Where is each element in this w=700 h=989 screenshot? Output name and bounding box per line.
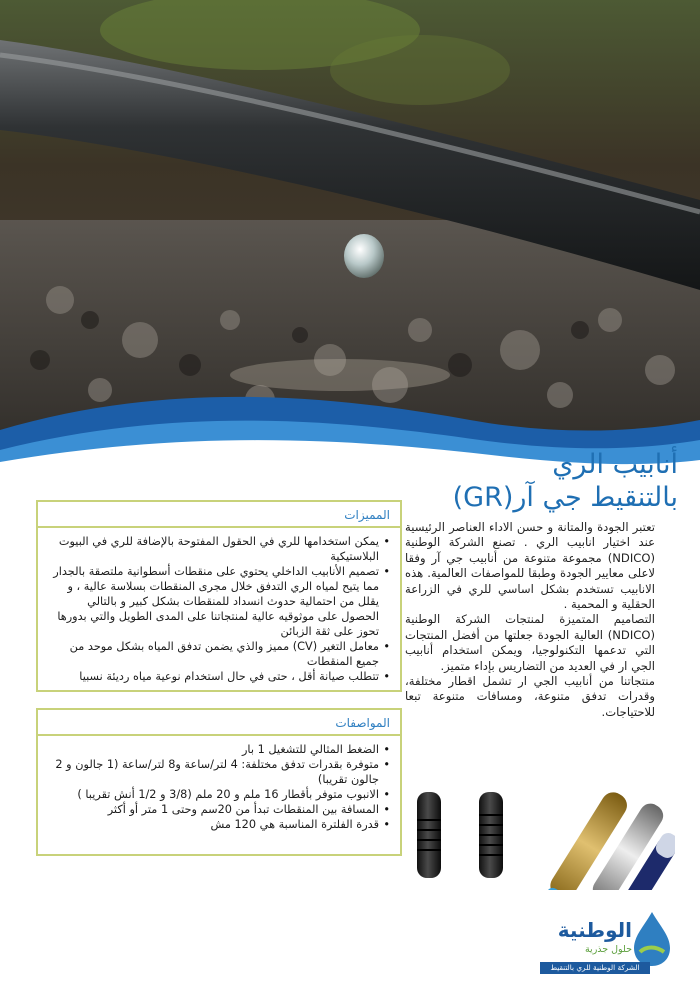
logo-company-name: الشركة الوطنية للري بالتنقيط [550, 963, 640, 972]
black-dripper-1 [417, 792, 441, 878]
list-item: • الضغط المثالي للتشغيل 1 بار [46, 742, 390, 757]
logo-name: الوطنية [557, 918, 632, 942]
list-item: • المسافة بين المنقطات تبدأ من 20سم وحتى 1 متر أو أكثر [46, 802, 390, 817]
title-line-2: بالتنقيط جي آر(GR) [452, 482, 678, 513]
specifications-heading: المواصفات [38, 710, 400, 736]
list-item: • تتطلب صيانة أقل ، حتى في حال استخدام نوعية مياه رديئة نسبيا [46, 669, 390, 684]
list-item: • يمكن استخدامها للري في الحقول المفتوحة بالإضافة للري في البيوت البلاستيكية [46, 534, 390, 564]
black-dripper-2 [479, 792, 503, 878]
list-item: • معامل التغير (CV) مميز والذي يضمن تدفق المياه بشكل موحد من جميع المنقطات [46, 639, 390, 669]
hero-image [0, 0, 700, 470]
description-paragraph: تعتبر الجودة والمتانة و حسن الاداء العناصر الرئيسية عند اختيار انابيب الري . تصنع الشركة الوطنية (NDICO) مجموعة متنوعة من أنابيب جي آر وفقا لاعلى معايير الجودة وطبقا للمواصفات العالمية. هذه الانابيب تستخدم بشكل اساسي للري في الزراعة الحقلية و المحمية . [405, 520, 655, 612]
logo-tagline: حلول جذرية [584, 944, 632, 955]
features-heading: المميزات [38, 502, 400, 528]
list-item: • متوفرة بقدرات تدفق مختلفة: 4 لتر/ساعة و8 لتر/ساعة (1 جالون و 2 جالون تقريبا) [46, 757, 390, 787]
features-box [36, 500, 402, 692]
title-line-1: أنابيب الري [552, 449, 678, 480]
water-drop-icon [634, 912, 670, 966]
specifications-box [36, 708, 402, 856]
product-images [405, 780, 675, 890]
features-list [38, 528, 400, 690]
description-paragraph: التصاميم المتميزة لمنتجات الشركة الوطنية (NDICO) العالية الجودة جعلتها من أفضل المنتجات التي تدعمها التكنولوجيا، ويمكن استخدام أنابيب الجي ار في العديد من التضاريس بإداء متميز. [405, 612, 655, 673]
product-description [405, 520, 655, 720]
specifications-list [38, 736, 400, 838]
list-item: • الانبوب متوفر بأقطار 16 ملم و 20 ملم (3/8 و 1/2 أنش تقريبا ) [46, 787, 390, 802]
description-paragraph: منتجاتنا من أنابيب الجي ار تشمل اقطار مختلفة، وقدرات تدفق متنوعة، ومسافات متنوعة تبعا للاحتياجات. [405, 674, 655, 719]
company-logo [540, 908, 670, 976]
list-item: • قدرة الفلترة المناسبة هي 120 مش [46, 817, 390, 832]
list-item: • تصميم الأنابيب الداخلي يحتوي على منقطات أسطوانية ملتصقة بالجدار مما يتيح لمياه الري التدفق خلال مجرى المنقطات بسلاسة عالية ، و يقلل من احتمالية حدوث انسداد للمنقطات بشكل كبير و بالتالي الحصول على موثوقيه عالية لمنتجاتنا على المدى الطويل والتي بدورها تحوز على ثقة الزبائن [46, 564, 390, 639]
